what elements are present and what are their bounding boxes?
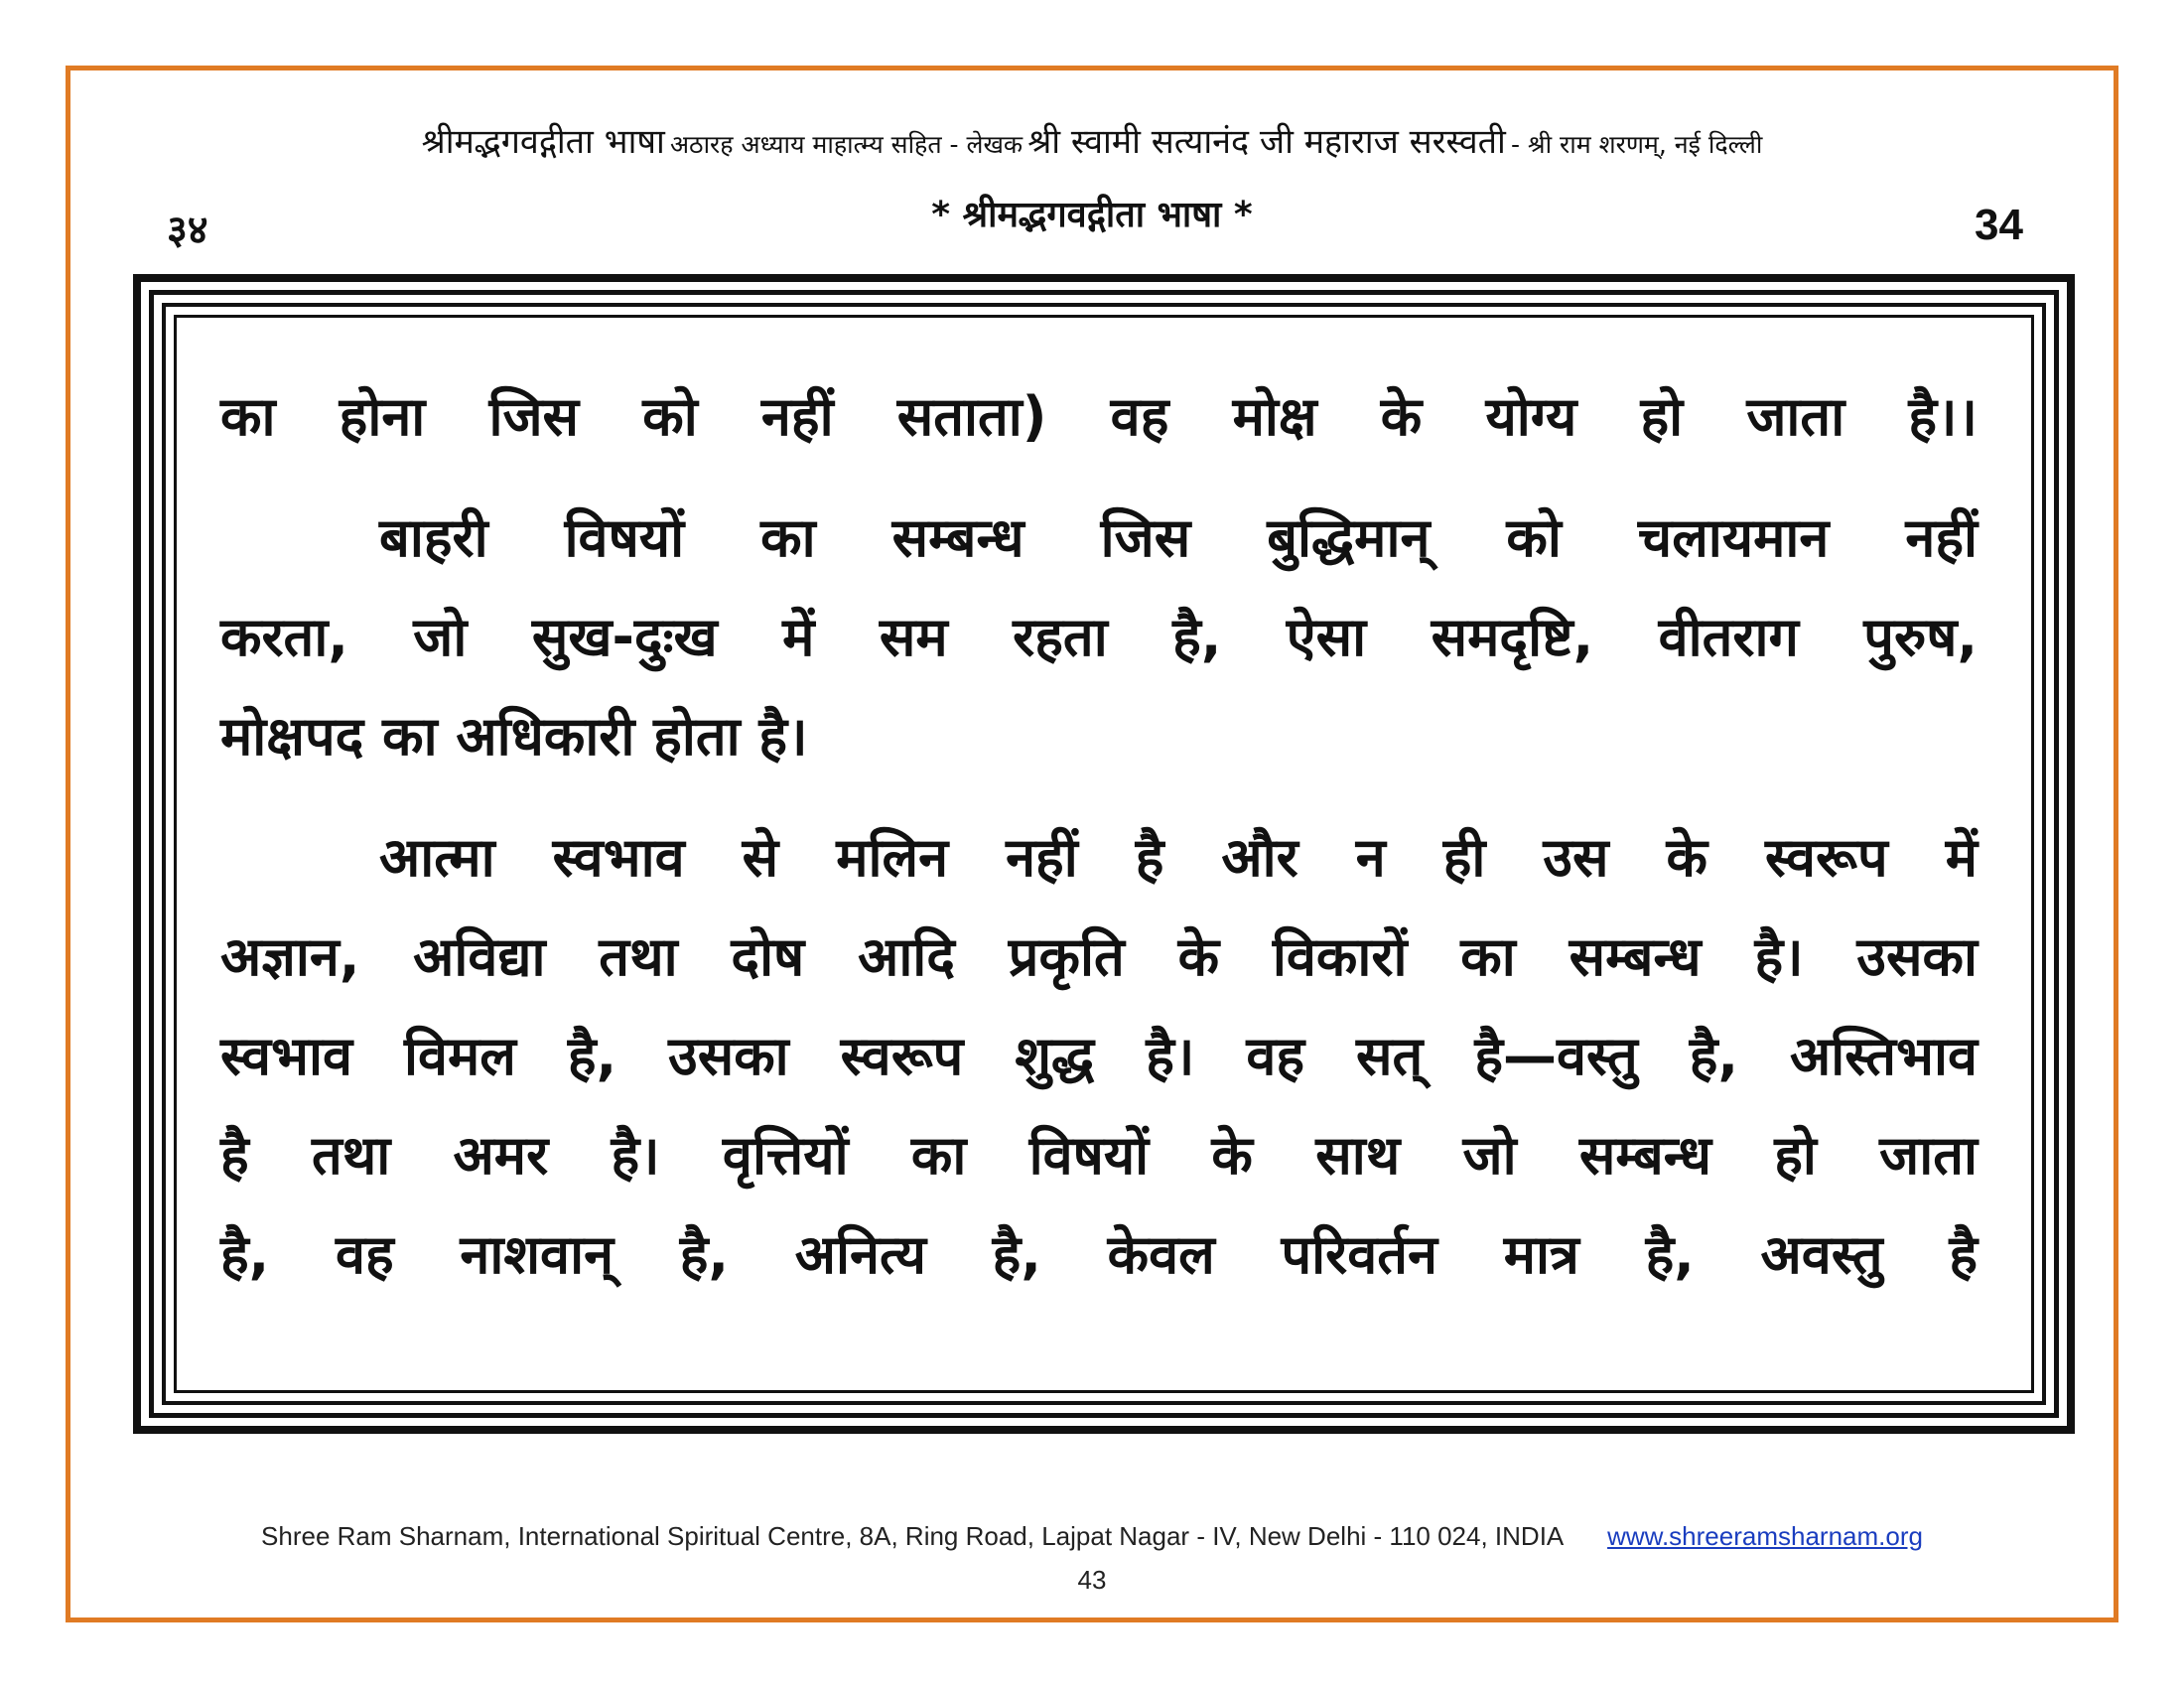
text-line: है तथा अमर है। वृत्तियों का विषयों के साथ जो सम्बन्ध हो जाता xyxy=(220,1124,1978,1187)
text-line: बाहरी विषयों का सम्बन्ध जिस बुद्धिमान् को चलायमान नहीं xyxy=(379,506,1978,569)
text-line: मोक्षपद का अधिकारी होता है। xyxy=(220,705,808,768)
header-author: श्री स्वामी सत्यानंद जी महाराज सरस्वती xyxy=(1027,122,1506,162)
document-header xyxy=(99,117,2085,163)
text-line: है, वह नाशवान् है, अनित्य है, केवल परिवर्तन मात्र है, अवस्तु है xyxy=(220,1223,1978,1286)
text-line: आत्मा स्वभाव से मलिन नहीं है और न ही उस के स्वरूप में xyxy=(379,826,1978,889)
running-title: * श्रीमद्भगवद्गीता भाषा * xyxy=(931,195,1253,235)
pdf-page-number: 43 xyxy=(1077,1565,1107,1595)
website-link[interactable]: www.shreeramsharnam.org xyxy=(1607,1521,1923,1551)
book-page-number-devanagari: ३४ xyxy=(167,208,208,253)
header-title: श्रीमद्भगवद्गीता भाषा xyxy=(421,122,665,162)
text-line: स्वभाव विमल है, उसका स्वरूप शुद्ध है। वह सत् है—वस्तु है, अस्तिभाव xyxy=(220,1025,1978,1087)
text-line: अज्ञान, अविद्या तथा दोष आदि प्रकृति के विकारों का सम्बन्ध है। उसका xyxy=(220,925,1978,988)
footer-address: Shree Ram Sharnam, International Spiritual Centre, 8A, Ring Road, Lajpat Nagar - IV, New Delhi - 110 024, INDIA xyxy=(261,1521,1563,1551)
footer xyxy=(0,1521,2184,1552)
header-subtitle: अठारह अध्याय माहात्म्य सहित - लेखक xyxy=(669,130,1024,159)
book-page-number: 34 xyxy=(1975,201,2023,249)
text-line: का होना जिस को नहीं सताता) वह मोक्ष के योग्य हो जाता है।। xyxy=(220,385,1978,448)
text-line: करता, जो सुख-दुःख में सम रहता है, ऐसा समदृष्टि, वीतराग पुरुष, xyxy=(220,606,1978,668)
body-text xyxy=(220,367,1978,1305)
header-publisher: - श्री राम शरणम्, नई दिल्ली xyxy=(1510,130,1763,159)
